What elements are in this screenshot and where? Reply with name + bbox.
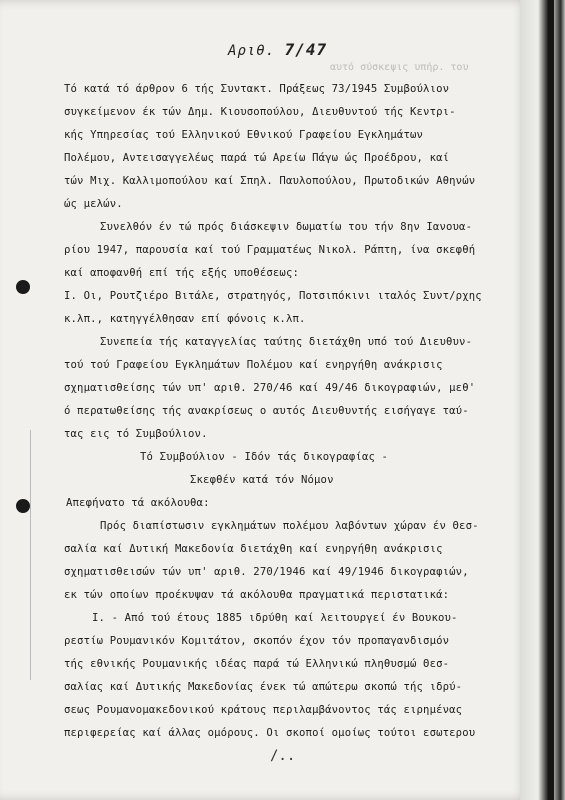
text-line: ρίου 1947, παρουσία καί τού Γραμματέως Νικολ. Ράπτη, ίνα σκεφθή xyxy=(64,244,476,256)
text-line: ώς μελών. xyxy=(64,198,123,210)
text-line: σεως Ρουμανομακεδονικού κράτους περιλαμβάνοντος τάς ειρημένας xyxy=(64,704,463,716)
continuation-mark: /.. xyxy=(270,748,296,764)
text-line: περιφερείας καί άλλας ομόρους. Οι σκοποί ομοίως τούτοι εσωτερου xyxy=(64,727,476,739)
text-line: Σκεφθέν κατά τόν Νόμον xyxy=(190,474,334,486)
text-line: τού τού Γραφείου Εγκλημάτων Πολέμου καί ενηργήθη ανάκρισις xyxy=(64,359,443,371)
underlying-pages-edge xyxy=(520,0,565,800)
text-line: σχηματισθείσης τών υπ' αριθ. 270/46 καί 49/46 δικογραφιών, μεθ' xyxy=(64,382,476,394)
text-line: ό περατωθείσης τής ανακρίσεως ο αυτός Διευθυντής εισήγαγε ταύ- xyxy=(64,405,469,417)
text-line: σαλία καί Δυτική Μακεδονία διετάχθη καί ενηργήθη ανάκρισις xyxy=(64,543,443,555)
faint-bleed-text: αυτό σύσκεψις υπήρ. του xyxy=(330,62,469,73)
text-line: συγκείμενον έκ τών Δημ. Κιουσοπούλου, Διευθυντού τής Κεντρι- xyxy=(64,106,456,118)
text-line: κ.λπ., κατηγγέλθησαν επί φόνοις κ.λπ. xyxy=(64,313,306,325)
text-line: Ι. - Από τού έτους 1885 ιδρύθη καί λειτουργεί έν Βουκου- xyxy=(92,612,458,624)
text-line: Πρός διαπίστωσιν εγκλημάτων πολέμου λαβόντων χώραν έν Θεσ- xyxy=(100,520,479,532)
text-line: καί αποφανθή επί τής εξής υποθέσεως: xyxy=(64,267,300,279)
text-line: Τό Συμβούλιον - Ιδόν τάς δικογραφίας - xyxy=(140,451,389,463)
punch-hole xyxy=(16,280,30,294)
text-line: σχηματισθεισών τών υπ' αριθ. 270/1946 καί 49/1946 δικογραφιών, xyxy=(64,566,469,578)
text-line: εκ τών οποίων προέκυψαν τά ακόλουθα πραγματικά περιστατικά: xyxy=(64,589,450,601)
text-line: Πολέμου, Αντεισαγγελέως παρά τώ Αρείω Πάγω ώς Προέδρου, καί xyxy=(64,152,450,164)
text-line: Ι. Οι, Ρουτζιέρο Βιτάλε, στρατηγός, Ποτσιπόκινι ιταλός Συντ/ρχης xyxy=(64,290,482,302)
margin-handwriting xyxy=(30,430,65,680)
document-number-header xyxy=(228,40,327,59)
text-line: κής Υπηρεσίας τού Ελληνικού Εθνικού Γραφείου Εγκλημάτων xyxy=(64,129,424,141)
text-line: τών Μιχ. Καλλιμοπούλου καί Σπηλ. Παυλοπούλου, Πρωτοδικών Αθηνών xyxy=(64,175,476,187)
text-line: Συνεπεία τής καταγγελίας ταύτης διετάχθη υπό τού Διευθυν- xyxy=(100,336,473,348)
text-line: τής εθνικής Ρουμανικής ιδέας παρά τώ Ελληνικώ πληθυσμώ Θεσ- xyxy=(64,658,450,670)
number-label: Αριθ. xyxy=(228,43,276,59)
punch-hole xyxy=(16,499,30,513)
text-line: τας εις τό Συμβούλιον. xyxy=(64,428,208,440)
document-number: 7/47 xyxy=(284,40,328,59)
text-line: ρεστίω Ρουμανικόν Κομιτάτον, σκοπόν έχον τόν προπαγανδισμόν xyxy=(64,635,450,647)
page-stack-shadow xyxy=(548,0,554,800)
text-line: Τό κατά τό άρθρον 6 τής Συντακτ. Πράξεως 73/1945 Συμβούλιον xyxy=(64,83,450,95)
text-line: σαλίας καί Δυτικής Μακεδονίας ένεκ τώ απώτερω σκοπώ τής ιδρύ- xyxy=(64,681,463,693)
text-line: Συνελθόν έν τώ πρός διάσκεψιν δωματίω του τήν 8ην Ιανουα- xyxy=(100,221,473,233)
text-line: Απεφήνατο τά ακόλουθα: xyxy=(66,497,210,509)
